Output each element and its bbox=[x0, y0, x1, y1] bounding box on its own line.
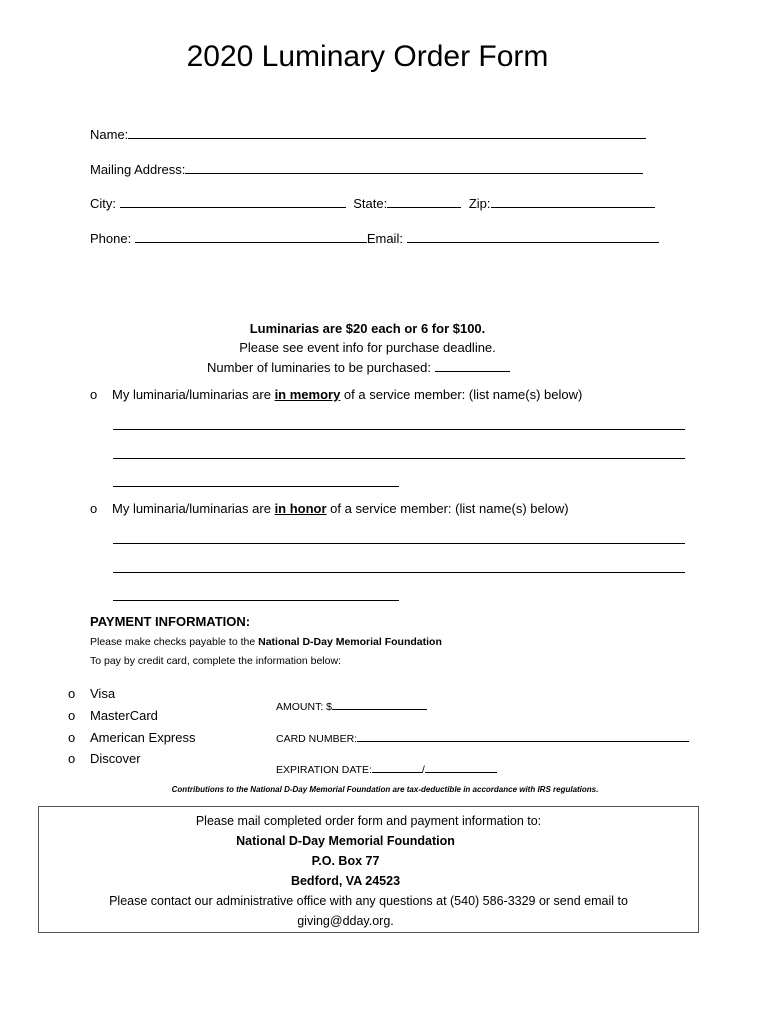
city-state-zip-row bbox=[90, 194, 655, 211]
phone-line[interactable] bbox=[135, 229, 367, 243]
card-option-visa[interactable] bbox=[68, 686, 115, 701]
name-label: Name: bbox=[90, 127, 129, 142]
amount-label: AMOUNT: $ bbox=[276, 701, 333, 713]
checks-line bbox=[90, 636, 442, 648]
zip-line[interactable] bbox=[491, 194, 655, 208]
state-line[interactable] bbox=[387, 194, 461, 208]
deadline-line: Please see event info for purchase deadline. bbox=[239, 340, 496, 355]
quantity-field[interactable] bbox=[207, 358, 510, 375]
expiration-label: EXPIRATION DATE: bbox=[276, 764, 372, 776]
discover-label: Discover bbox=[90, 751, 141, 766]
honor-prefix: My luminaria/luminarias are bbox=[112, 501, 275, 516]
mail-instruction: Please mail completed order form and payment information to: bbox=[195, 814, 542, 828]
credit-card-line: To pay by credit card, complete the information below: bbox=[90, 655, 341, 667]
mail-city: Bedford, VA 24523 bbox=[290, 874, 401, 888]
memory-radio[interactable]: o bbox=[90, 387, 98, 402]
tax-note: Contributions to the National D-Day Memorial Foundation are tax-deductible in accordance with IRS regulations. bbox=[171, 785, 599, 794]
memory-option[interactable] bbox=[90, 387, 582, 402]
memory-name-line-3[interactable] bbox=[113, 486, 399, 487]
quantity-label: Number of luminaries to be purchased: bbox=[207, 360, 432, 375]
payment-heading: PAYMENT INFORMATION: bbox=[90, 614, 251, 629]
mail-info-box bbox=[38, 806, 699, 933]
amount-field[interactable] bbox=[276, 698, 427, 713]
honor-emphasis: in honor bbox=[274, 501, 327, 516]
checks-payee: National D-Day Memorial Foundation bbox=[258, 636, 442, 648]
mailing-address-field[interactable] bbox=[90, 160, 643, 177]
honor-name-line-1[interactable] bbox=[113, 543, 685, 544]
expiration-month-line[interactable] bbox=[372, 761, 422, 773]
expiration-year-line[interactable] bbox=[425, 761, 497, 773]
card-option-amex[interactable] bbox=[68, 730, 195, 745]
checks-prefix: Please make checks payable to the bbox=[90, 636, 259, 648]
mailing-address-label: Mailing Address: bbox=[90, 162, 186, 177]
visa-radio[interactable]: o bbox=[68, 686, 76, 701]
phone-label: Phone: bbox=[90, 231, 132, 246]
honor-name-line-3[interactable] bbox=[113, 600, 399, 601]
mailing-address-line[interactable] bbox=[185, 160, 643, 174]
memory-name-line-1[interactable] bbox=[113, 429, 685, 430]
mail-contact: Please contact our administrative office with any questions at (540) 586-3329 or send email to bbox=[109, 894, 628, 908]
page-title: 2020 Luminary Order Form bbox=[186, 40, 549, 73]
city-line[interactable] bbox=[120, 194, 346, 208]
phone-email-row bbox=[90, 229, 659, 246]
name-line[interactable] bbox=[128, 125, 646, 139]
card-number-field[interactable] bbox=[276, 730, 689, 745]
mail-org: National D-Day Memorial Foundation bbox=[236, 834, 455, 848]
card-number-label: CARD NUMBER: bbox=[276, 733, 358, 745]
zip-label: Zip: bbox=[468, 196, 491, 211]
email-line[interactable] bbox=[407, 229, 659, 243]
card-option-mastercard[interactable] bbox=[68, 708, 158, 723]
expiration-separator: / bbox=[421, 764, 425, 776]
card-option-discover[interactable] bbox=[68, 751, 141, 766]
amount-line[interactable] bbox=[332, 698, 427, 710]
card-number-line[interactable] bbox=[357, 730, 689, 742]
honor-radio[interactable]: o bbox=[90, 501, 98, 516]
mastercard-radio[interactable]: o bbox=[68, 708, 76, 723]
honor-option[interactable] bbox=[90, 501, 569, 516]
state-label: State: bbox=[353, 196, 388, 211]
mail-po-box: P.O. Box 77 bbox=[311, 854, 380, 868]
memory-name-line-2[interactable] bbox=[113, 458, 685, 459]
mastercard-label: MasterCard bbox=[90, 708, 158, 723]
city-label: City: bbox=[90, 196, 116, 211]
honor-suffix: of a service member: (list name(s) below) bbox=[326, 501, 569, 516]
discover-radio[interactable]: o bbox=[68, 751, 76, 766]
amex-radio[interactable]: o bbox=[68, 730, 76, 745]
quantity-line[interactable] bbox=[435, 358, 510, 372]
amex-label: American Express bbox=[90, 730, 196, 745]
pricing-line: Luminarias are $20 each or 6 for $100. bbox=[249, 321, 486, 336]
email-label: Email: bbox=[366, 231, 403, 246]
visa-label: Visa bbox=[90, 686, 116, 701]
memory-suffix: of a service member: (list name(s) below) bbox=[340, 387, 583, 402]
name-field[interactable] bbox=[90, 125, 646, 142]
expiration-field[interactable] bbox=[276, 761, 497, 776]
memory-prefix: My luminaria/luminarias are bbox=[112, 387, 275, 402]
mail-email[interactable]: giving@dday.org. bbox=[297, 914, 394, 928]
memory-emphasis: in memory bbox=[274, 387, 341, 402]
honor-name-line-2[interactable] bbox=[113, 572, 685, 573]
